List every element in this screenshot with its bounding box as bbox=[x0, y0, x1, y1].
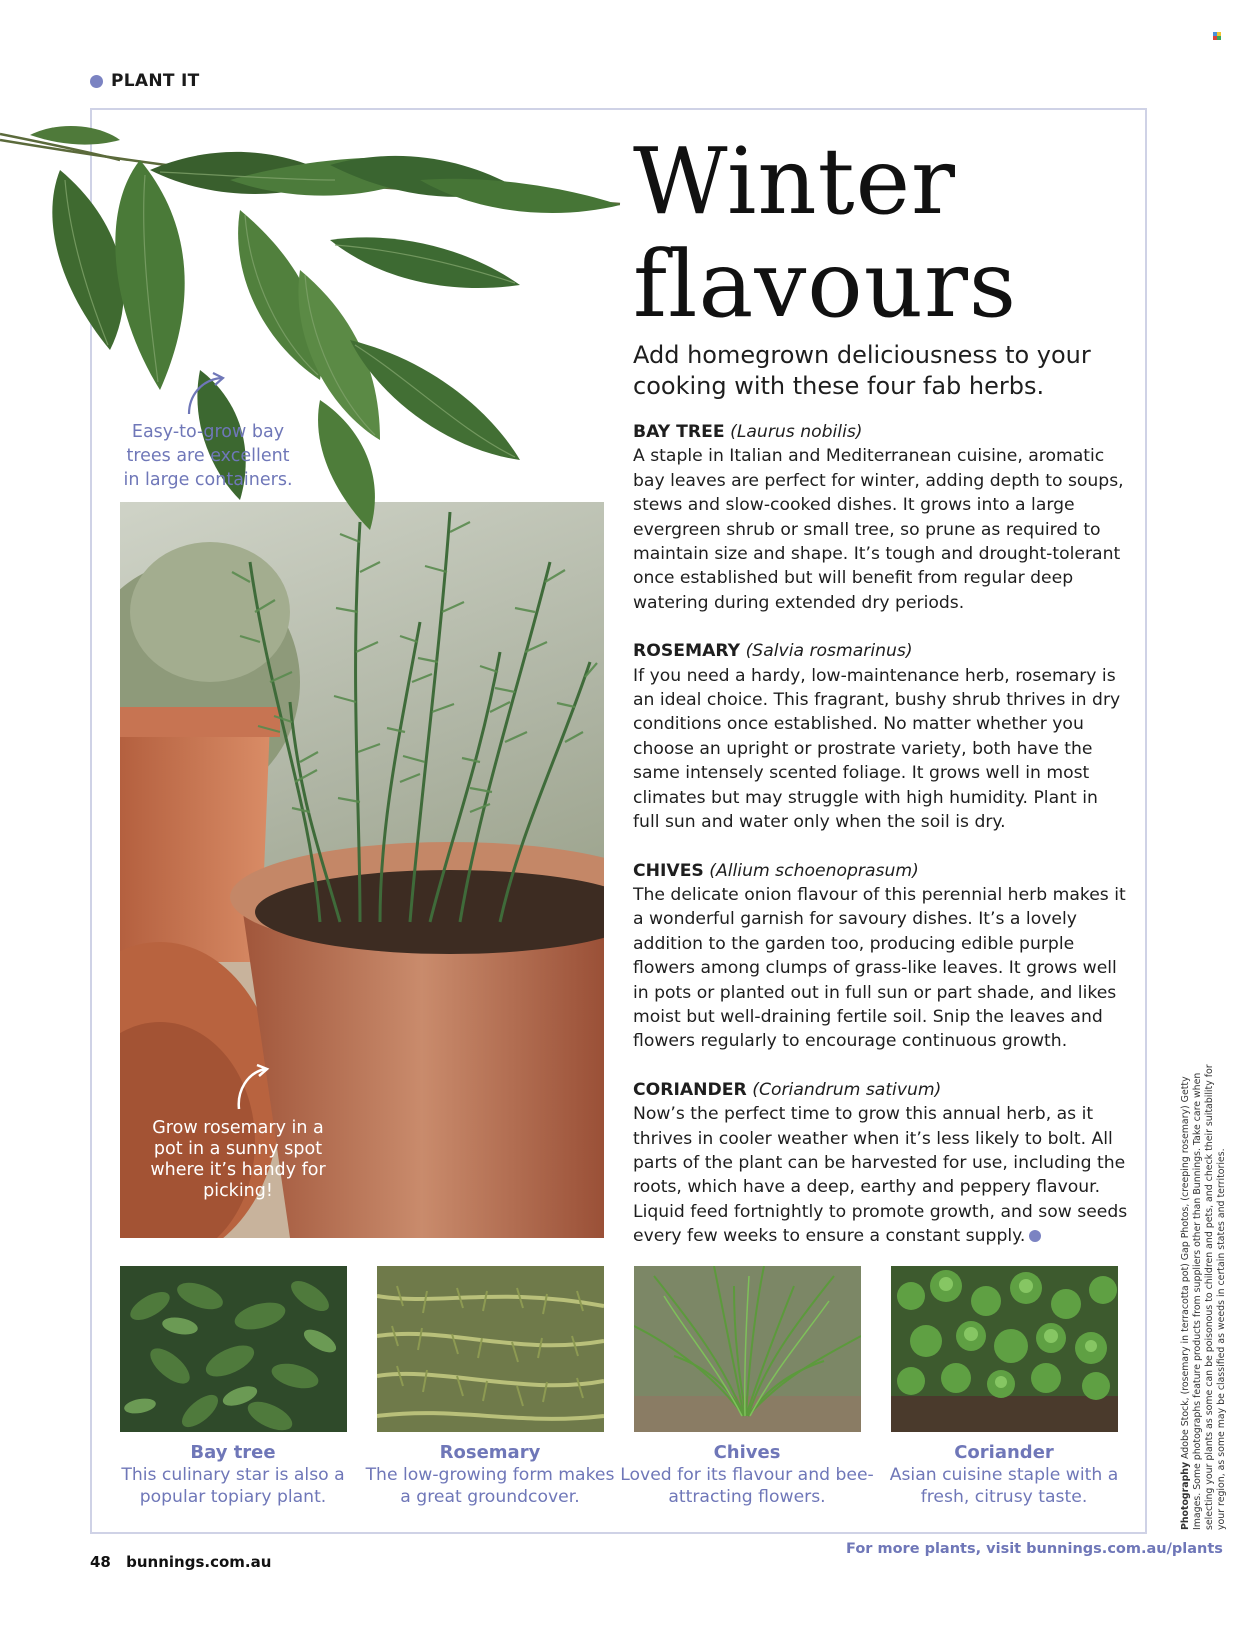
herb-name: ROSEMARY bbox=[633, 641, 741, 662]
herb-name: CORIANDER bbox=[633, 1079, 747, 1100]
more-plants-link[interactable]: For more plants, visit bunnings.com.au/plants bbox=[846, 1541, 1223, 1557]
herb-latin-name: (Coriandrum sativum) bbox=[752, 1079, 942, 1100]
herb-name: CHIVES bbox=[633, 860, 704, 881]
end-mark-dot-icon bbox=[1029, 1230, 1041, 1242]
registration-mark-icon bbox=[1213, 32, 1221, 40]
herb-text: If you need a hardy, low-maintenance herb, rosemary is an ideal choice. This fragrant, bushy shrub thrives in dry conditions once established. No matter whether you choose an upright or prostrate variety, both have the same intensely scented foliage. It grows well in most climates but may struggle with high humidity. Plant in full sun and water only when the soil is dry. bbox=[633, 665, 1121, 833]
bay-tree-thumbnail bbox=[120, 1266, 347, 1432]
bay-photo-caption: Easy-to-grow bay trees are excellent in large containers. bbox=[123, 422, 293, 490]
herb-block-chives bbox=[633, 859, 1128, 1054]
intro-text: Add homegrown deliciousness to your cooking with these four fab herbs. bbox=[633, 341, 1091, 400]
rosemary-photo-caption: Grow rosemary in a pot in a sunny spot where it’s handy for picking! bbox=[150, 1118, 326, 1201]
herb-text: A staple in Italian and Mediterranean cuisine, aromatic bay leaves are perfect for winter, adding depth to soups, stews and slow-cooked dishes. It grows into a large evergreen shrub or small tree, so prune as required to maintain size and shape. It’s tough and drought-tolerant once established but will benefit from regular deep watering during extended dry periods. bbox=[633, 446, 1124, 613]
thumb-caption-text: Asian cuisine staple with a fresh, citrusy taste. bbox=[889, 1465, 1119, 1507]
page-footer bbox=[90, 1553, 271, 1571]
photo-credits bbox=[1180, 1050, 1228, 1530]
chives-thumbnail bbox=[634, 1266, 861, 1432]
thumb-caption-text: Loved for its flavour and bee-attracting flowers. bbox=[620, 1465, 874, 1507]
thumb-caption-title: Coriander bbox=[954, 1442, 1054, 1463]
title-line-2: flavours bbox=[633, 231, 1018, 338]
herb-block-coriander bbox=[633, 1078, 1128, 1249]
herb-block-bay-tree bbox=[633, 420, 1128, 615]
title-line-1: Winter bbox=[633, 128, 957, 235]
thumb-caption-bay-tree bbox=[103, 1442, 363, 1508]
credits-label: Photography bbox=[1180, 1461, 1191, 1530]
thumb-caption-title: Chives bbox=[713, 1442, 781, 1463]
section-tag-label: PLANT IT bbox=[111, 71, 200, 91]
thumb-caption-rosemary bbox=[360, 1442, 620, 1508]
herb-name: BAY TREE bbox=[633, 422, 725, 442]
page-title bbox=[633, 130, 1017, 336]
thumb-caption-chives bbox=[617, 1442, 877, 1508]
thumb-caption-title: Rosemary bbox=[439, 1442, 541, 1463]
herb-latin-name: (Allium schoenoprasum) bbox=[709, 860, 919, 881]
herb-block-rosemary bbox=[633, 639, 1128, 834]
herb-text: The delicate onion flavour of this perennial herb makes it a wonderful garnish for savoury dishes. It’s a lovely addition to the garden too, producing edible purple flowers among clumps of grass-like leaves. It grows well in pots or planted out in full sun or part shade, and likes moist but well-draining fertile soil. Snip the leaves and flowers regularly to encourage continuous growth. bbox=[633, 884, 1126, 1052]
curved-arrow-icon bbox=[235, 1063, 275, 1117]
thumb-caption-title: Bay tree bbox=[190, 1442, 276, 1463]
thumb-caption-text: This culinary star is also a popular topiary plant. bbox=[121, 1465, 345, 1507]
thumb-caption-text: The low-growing form makes a great groundcover. bbox=[365, 1465, 615, 1507]
herb-latin-name: (Laurus nobilis) bbox=[730, 422, 863, 442]
thumb-caption-coriander bbox=[874, 1442, 1134, 1508]
bay-leaves-illustration bbox=[0, 120, 640, 550]
herb-articles bbox=[633, 420, 1128, 1273]
herb-text: Now’s the perfect time to grow this annual herb, as it thrives in cooler weather when it’s less likely to bolt. All parts of the plant can be harvested for use, including the roots, which have a deep, earthy and peppery flavour. Liquid feed fortnightly to promote growth, and sow seeds every few weeks to ensure a constant supply. bbox=[633, 1104, 1128, 1247]
rosemary-thumbnail bbox=[377, 1266, 604, 1432]
footer-site-link[interactable]: bunnings.com.au bbox=[126, 1553, 272, 1571]
bullet-dot-icon bbox=[90, 75, 103, 88]
credits-text: Adobe Stock, (rosemary in terracotta pot) Gap Photos, (creeping rosemary) Getty Images. Some photographs feature products from suppliers other than Bunnings. Take care when selecting your plants as some can be poisonous to children and pets, and check their suitability for your region, as some may be classified as weeds in certain states and territories. bbox=[1180, 1064, 1227, 1530]
section-tag bbox=[90, 71, 200, 91]
coriander-thumbnail bbox=[891, 1266, 1118, 1432]
herb-latin-name: (Salvia rosmarinus) bbox=[745, 641, 913, 662]
page-number: 48 bbox=[90, 1553, 111, 1571]
curved-arrow-icon bbox=[185, 372, 229, 422]
